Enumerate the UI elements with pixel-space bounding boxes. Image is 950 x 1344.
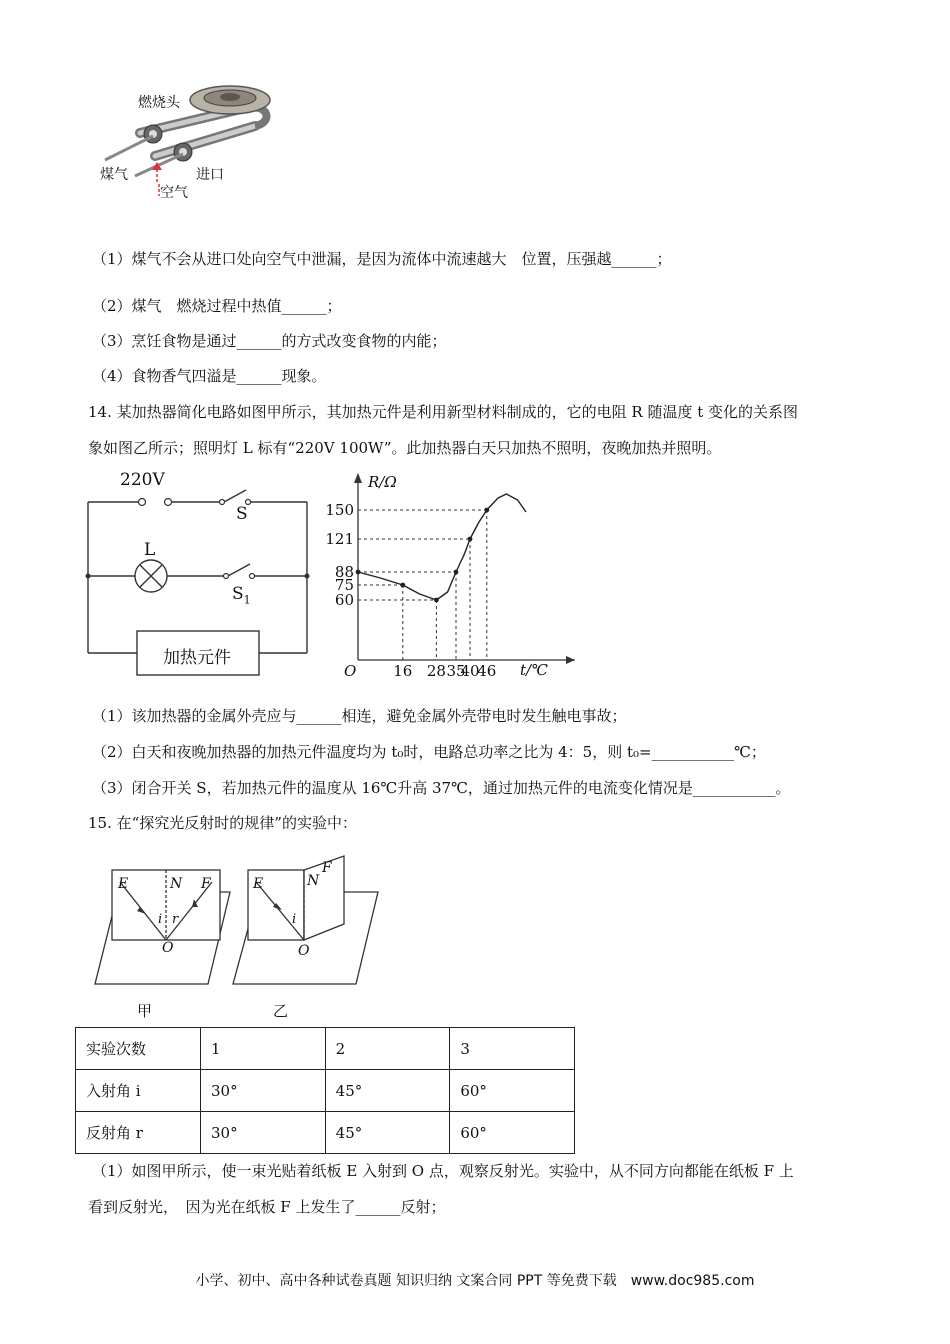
reflection-figure-yi (228, 852, 383, 987)
y-tick-label: 60 (334, 591, 354, 609)
angle-data-table (75, 1027, 575, 1154)
label-inlet: 进口 (196, 167, 224, 183)
data-point (400, 583, 405, 588)
table-row (76, 1070, 575, 1112)
circuit-heater-label: 加热元件 (163, 648, 231, 668)
table-cell: 30° (201, 1070, 326, 1112)
fig-jia-O: O (162, 940, 174, 956)
fig-jia-r: r (172, 912, 179, 927)
y-tick-label: 88 (334, 563, 354, 581)
label-burner-head: 燃烧头 (138, 95, 180, 111)
fig-yi-F: F (322, 860, 332, 876)
resistance-temperature-chart (320, 465, 585, 685)
circuit-voltage-label: 220V (120, 470, 165, 490)
y-axis-label: R/Ω (368, 473, 397, 491)
x-tick-label: 16 (393, 662, 413, 680)
x-axis-label: t/℃ (520, 661, 548, 679)
x-tick-label: 40 (460, 662, 480, 680)
fig-jia-E: E (118, 876, 129, 892)
table-cell: 60° (450, 1070, 575, 1112)
table-cell: 反射角 r (76, 1112, 201, 1154)
circuit-switch-s-label: S (236, 504, 248, 524)
y-tick-label: 150 (325, 501, 354, 519)
circuit-lamp-label: L (144, 540, 156, 560)
table-header-row (76, 1028, 575, 1070)
reflection-figure-jia (90, 862, 235, 987)
q15-part1-line2: 看到反射光， 因为光在纸板 F 上发生了______反射； (88, 1198, 446, 1216)
label-gas: 煤气 (100, 167, 128, 183)
fig-jia-caption: 甲 (137, 1002, 153, 1020)
q14-part3: （3）闭合开关 S，若加热元件的温度从 16℃升高 37℃，通过加热元件的电流变化情况是___________。 (92, 779, 791, 797)
table-cell: 45° (325, 1112, 450, 1154)
x-tick-label: 46 (477, 662, 497, 680)
burner-figure (95, 78, 285, 208)
fig-yi-O: O (298, 943, 310, 959)
y-axis-arrow (354, 473, 362, 483)
circuit-switch-s1-label (232, 584, 251, 606)
table-cell: 入射角 i (76, 1070, 201, 1112)
q14-part2: （2）白天和夜晚加热器的加热元件温度均为 t₀时，电路总功率之比为 4：5，则 t₀=___________℃； (92, 743, 766, 761)
table-cell: 3 (450, 1028, 575, 1070)
x-axis-arrow (566, 656, 575, 664)
origin-label: O (344, 662, 357, 680)
q13-part3: （3）烹饪食物是通过______的方式改变食物的内能； (92, 332, 447, 350)
y-tick-label: 121 (325, 530, 354, 548)
q14-part1: （1）该加热器的金属外壳应与______相连，避免金属外壳带电时发生触电事故； (92, 707, 627, 725)
label-air: 空气 (160, 185, 188, 201)
data-point (468, 537, 473, 542)
fig-yi-caption: 乙 (273, 1002, 289, 1020)
fig-jia-F: F (201, 876, 211, 892)
circuit-switch-s1-letter: S (232, 584, 244, 604)
table-row (76, 1112, 575, 1154)
table-cell: 2 (325, 1028, 450, 1070)
q13-part4: （4）食物香气四溢是______现象。 (92, 367, 327, 385)
fig-yi-i: i (292, 912, 297, 927)
fig-yi-N: N (307, 873, 320, 889)
table-cell: 1 (201, 1028, 326, 1070)
q14-stem-line1: 14. 某加热器简化电路如图甲所示，其加热元件是利用新型材料制成的，它的电阻 R 随温度 t 变化的关系图 (88, 403, 799, 421)
data-point (454, 570, 459, 575)
q13-part1: （1）煤气不会从进口处向空气中泄漏，是因为流体中流速越大 位置，压强越______； (92, 250, 672, 268)
data-point (484, 508, 489, 513)
x-tick-label: 35 (446, 662, 466, 680)
table-cell: 45° (325, 1070, 450, 1112)
page-footer: 小学、初中、高中各种试卷真题 知识归纳 文案合同 PPT 等免费下载 www.doc985.com (195, 1273, 755, 1289)
q15-part1-line1: （1）如图甲所示，使一束光贴着纸板 E 入射到 O 点，观察反射光。实验中，从不同方向都能在纸板 F 上 (92, 1162, 794, 1180)
q13-part2: （2）煤气 燃烧过程中热值______； (92, 297, 342, 315)
circuit-switch-s1-sub: 1 (243, 593, 251, 607)
fig-jia-i: i (158, 912, 163, 927)
fig-yi-E: E (253, 876, 264, 892)
table-cell: 实验次数 (76, 1028, 201, 1070)
x-tick-label: 28 (426, 662, 446, 680)
y-tick-label: 75 (334, 576, 354, 594)
q14-stem-line2: 象如图乙所示；照明灯 L 标有“220V 100W”。此加热器白天只加热不照明，夜晚加热并照明。 (88, 439, 722, 457)
data-point (356, 570, 361, 575)
table-cell: 30° (201, 1112, 326, 1154)
data-point (434, 598, 439, 603)
table-cell: 60° (450, 1112, 575, 1154)
q15-stem: 15. 在“探究光反射时的规律”的实验中： (88, 814, 357, 832)
fig-jia-N: N (170, 876, 183, 892)
